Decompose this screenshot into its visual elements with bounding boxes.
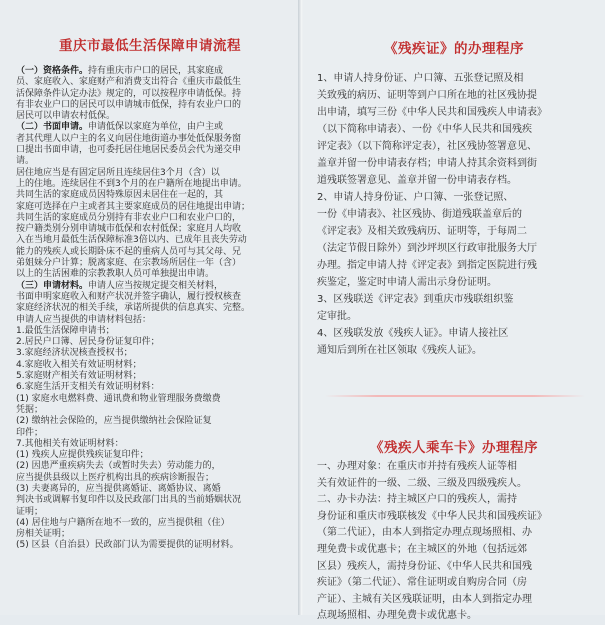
text-line (16, 89, 286, 100)
text-line: 一份《申请表》、社区残协、街道残联盖章后的 (317, 209, 522, 220)
minimum-living-security-body (16, 66, 286, 552)
line-text: 有非农业户口的居民可以申请城市低保，持有农业户口的 (16, 99, 242, 110)
text-line (16, 247, 286, 258)
line-text: (1) 残疾人应提供残疾证复印件； (16, 450, 149, 461)
text-line (16, 518, 286, 529)
text-line (16, 405, 286, 416)
text-line (16, 315, 286, 326)
text-line (16, 77, 286, 88)
line-text: 请。 (16, 156, 35, 167)
text-line (16, 190, 286, 201)
line-text: 入在当地月最低生活保障标准3倍以内、已成年且丧失劳动 (16, 235, 247, 246)
text-line (16, 269, 286, 280)
text-line (16, 66, 286, 77)
text-line: 盖章并留一份申请表存档；申请人持其余资料到街 (317, 158, 537, 169)
text-line (16, 122, 286, 133)
text-line: 一、办理对象：在重庆市并持有残疾人证等相 (317, 461, 517, 472)
text-line: 关致残的病历、证明等到户口所在地的社区残协提 (317, 90, 537, 101)
text-line: 疾鉴定，鉴定时申请人需出示身份证明。 (317, 277, 497, 288)
text-line (16, 281, 286, 292)
text-line (16, 428, 286, 439)
section-heading: （二）书面申请。 (16, 122, 89, 133)
line-text: 员、家庭收入、家庭财产和消费支出符合《重庆市最低生 (16, 77, 242, 88)
disability-certificate-body (317, 70, 601, 359)
line-text: 4.家庭收入相关有效证明材料； (16, 359, 142, 370)
text-line (16, 394, 286, 405)
text-line (16, 450, 286, 461)
text-line: 2、申请人持身份证、户口簿、一张登记照、 (317, 192, 514, 203)
line-text: 书面申明家庭收入和财产状况并签字确认，履行授权核查 (16, 291, 242, 302)
text-line: （以下简称申请表）、一份《中华人民共和国残疾 (317, 124, 532, 135)
line-text: 居民可以申请农村低保。 (16, 111, 116, 122)
text-line (16, 337, 286, 348)
text-line (16, 473, 286, 484)
text-line: （第二代证），由本人到指定办理点现场照相、办 (317, 527, 532, 539)
text-line (16, 439, 286, 450)
text-line: 点现场照相、办理免费卡或优惠卡。 (317, 610, 477, 622)
line-text: 印件； (16, 427, 44, 438)
text-line: 办理。指定申请人持《评定表》到指定医院进行残 (317, 260, 537, 271)
line-text: 家庭可选择在户主或者其主要家庭成员的居住地提出申请； (16, 201, 251, 212)
line-text: 判决书或调解书复印件以及民政部门出具的当前婚姻状况 (16, 495, 242, 506)
line-text: 弟姐妹分户计算；脱离家庭、在宗教场所居住一年（含） (16, 258, 242, 269)
line-text: 申请人应当提供的申请材料包括： (16, 314, 152, 325)
certificate-step-paragraph (317, 291, 601, 325)
line-text: 房相关证明； (16, 529, 71, 540)
certificate-step-paragraph (317, 189, 601, 291)
text-line (16, 111, 286, 122)
section-heading: （三）申请材料。 (16, 280, 89, 291)
text-line: （法定节假日除外）到沙坪坝区行政审批服务大厅 (317, 243, 537, 254)
text-line (16, 507, 286, 518)
bus-card-item-paragraph (317, 459, 601, 492)
line-text: 证明； (16, 506, 44, 517)
text-line (16, 168, 286, 179)
text-line: 区县）残疾人，需持身份证、《中华人民共和国残 (317, 560, 532, 572)
text-line (16, 258, 286, 269)
text-line: 4、区残联发放《残疾人证》。申请人接社区 (317, 328, 509, 339)
line-text: 3.家庭经济状况核查授权书； (16, 348, 133, 359)
line-text: 1.最低生活保障申请书； (16, 325, 115, 336)
text-line: 出申请，填写三份《中华人民共和国残疾人申请表》 (317, 107, 547, 118)
line-text: 家庭经济状况的相关手续，承诺所提供的信息真实、完整。 (16, 303, 251, 314)
line-text: 7.其他相关有效证明材料： (16, 438, 124, 449)
text-line (16, 371, 286, 382)
text-line (16, 540, 286, 551)
line-text: (5) 区县（自治县）民政部门认为需要提供的证明材料。 (16, 540, 239, 551)
text-line (16, 348, 286, 359)
line-text: 2.居民户口簿、居民身份证复印件； (16, 337, 160, 348)
line-text: (4) 居住地与户籍所在地不一致的，应当提供租（住） (16, 517, 230, 528)
text-line (16, 179, 286, 190)
text-line (16, 326, 286, 337)
line-text: 者其代理人以户主的名义向居住地街道办事处低保服务窗 (16, 133, 242, 144)
decorative-divider (325, 395, 585, 397)
text-line: 1、申请人持身份证、户口簿、五张登记照及相 (317, 73, 524, 84)
right-page (303, 0, 605, 622)
text-line: 二、办卡办法：持主城区户口的残疾人，需持 (317, 494, 517, 506)
text-line (16, 382, 286, 393)
text-line: 定审批。 (317, 311, 357, 322)
text-line: 关有效证件的一级、二级、三级及四级残疾人。 (317, 477, 527, 489)
text-line (16, 145, 286, 156)
title-disability-certificate-procedure: 《残疾证》的办理程序 (384, 41, 524, 57)
line-text: 持有重庆市户口的居民，其家庭成 (88, 66, 224, 76)
text-line (16, 495, 286, 506)
text-line (16, 213, 286, 224)
section-heading: （一）资格条件。 (16, 66, 89, 76)
line-text: 居住地应当是有固定居所且连续居住3个月（含）以 (16, 167, 220, 178)
text-line (16, 292, 286, 303)
line-text: 上的住地。连续居住不到3个月的在户籍所在地提出申请。 (16, 178, 247, 189)
line-text: (1) 家庭水电燃料费、通讯费和物业管理服务费缴费 (16, 393, 221, 404)
line-text: 申请低保以家庭为单位，由户主或 (88, 122, 224, 133)
text-line (16, 202, 286, 213)
line-text: 按户籍类别分别申请城市低保和农村低保；家庭月人均收 (16, 224, 242, 235)
text-line: 产证）、主城有关区残联证明，由本人到指定办理 (317, 593, 532, 605)
certificate-step-paragraph (317, 325, 601, 359)
line-text: 以上的生活困难的宗教教职人员可单独提出申请。 (16, 269, 215, 280)
text-line: 通知后到所在社区领取《残疾人证》。 (317, 345, 482, 356)
text-line (16, 416, 286, 427)
line-text: 共同生活的家庭成员分别持有非农业户口和农业户口的， (16, 212, 242, 223)
line-text: 应当提供县级以上医疗机构出具的疾病诊断报告； (16, 472, 215, 483)
text-line: 身份证和重庆市残联核发《中华人民共和国残疾证》 (317, 510, 547, 522)
text-line (16, 224, 286, 235)
text-line: 《评定表》及相关致残病历、证明等，于每周二 (317, 226, 527, 237)
line-text: (2) 缴纳社会保险的，应当提供缴纳社会保险证复 (16, 416, 212, 427)
line-text: 能力的残疾人或长期卧床不起的重病人员可与其父母、兄 (16, 246, 242, 257)
line-text: (3) 夫妻离异的，应当提供离婚证、离婚协议、离婚 (16, 483, 221, 494)
line-text: 共同生活的家庭成员因特殊原因未居住在一起的，其 (16, 190, 224, 201)
title-disabled-bus-card-procedure: 《残疾人乘车卡》办理程序 (370, 440, 538, 456)
text-line (16, 156, 286, 167)
text-line: 理免费卡或优惠卡；在主城区的外地（包括远郊 (317, 543, 527, 555)
page-title-minimum-living-security: 重庆市最低生活保障申请流程 (59, 38, 241, 54)
line-text: (2) 因患严重疾病失去（或暂时失去）劳动能力的， (16, 461, 221, 472)
text-line (16, 461, 286, 472)
line-text: 凭据； (16, 404, 44, 415)
text-line (16, 134, 286, 145)
text-line (16, 100, 286, 111)
text-line: 疾证》（第二代证）、常住证明或自购房合同（房 (317, 577, 527, 589)
text-line (16, 360, 286, 371)
text-line (16, 235, 286, 246)
text-line: 道残联签署意见、盖章并留一份申请表存档。 (317, 175, 517, 186)
text-line (16, 303, 286, 314)
line-text: 5.家庭财产相关有效证明材料； (16, 371, 142, 382)
line-text: 申请人应当按规定提交相关材料， (88, 280, 224, 291)
text-line (16, 529, 286, 540)
certificate-step-paragraph (317, 70, 601, 189)
bus-card-item-paragraph (317, 492, 601, 625)
left-page (0, 0, 300, 615)
text-line (16, 484, 286, 495)
line-text: 6.家庭生活开支相关有效证明材料： (16, 382, 160, 393)
line-text: 口提出书面申请，也可委托居住地居民委员会代为递交申 (16, 145, 242, 156)
text-line: 3、区残联送《评定表》到重庆市残联组织鉴 (317, 294, 514, 305)
bus-card-body (317, 459, 601, 625)
line-text: 活保障条件认定办法》规定的，可以按程序申请低保。持 (16, 88, 242, 99)
text-line: 评定表》（以下简称评定表），社区残协签署意见、 (317, 141, 537, 152)
